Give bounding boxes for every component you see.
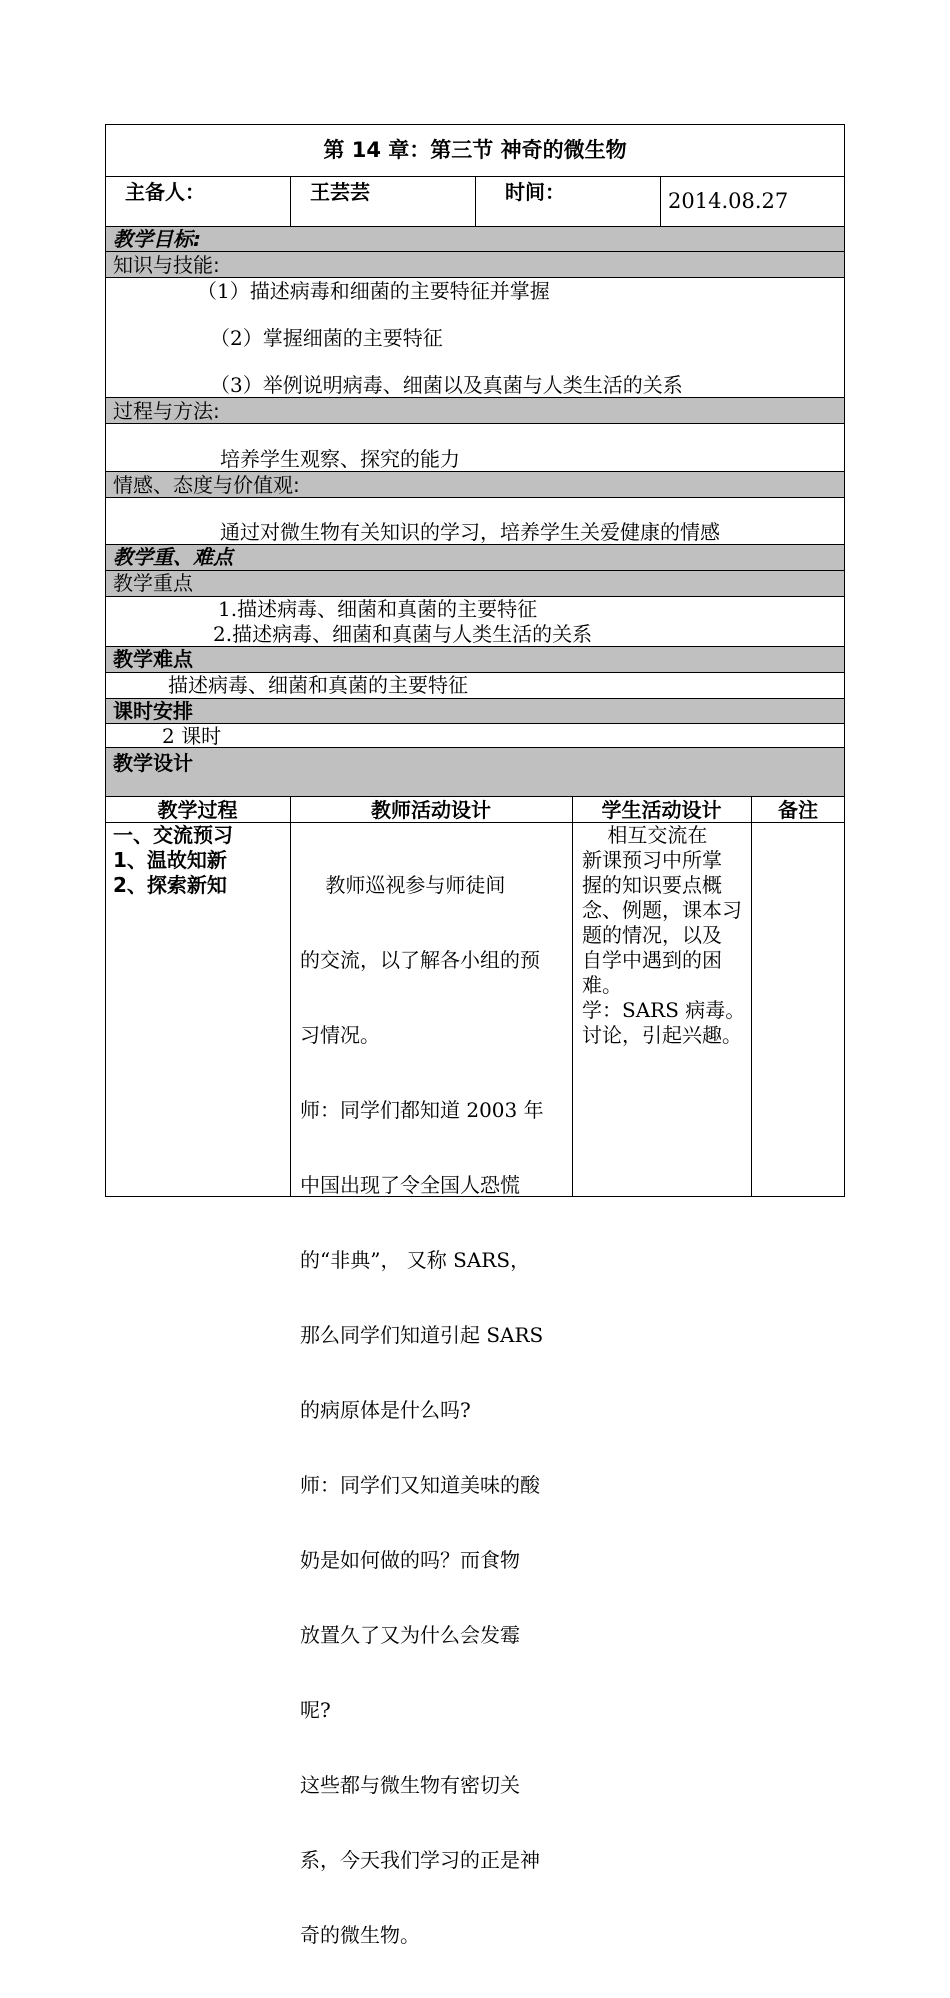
schedule-label-band [105, 698, 845, 723]
key-label: 教学重点 [113, 571, 193, 595]
attitude-text: 通过对微生物有关知识的学习，培养学生关爱健康的情感 [220, 520, 720, 544]
teacher-line: 教师巡视参与师徒间 [300, 873, 506, 897]
time-value: 2014.08.27 [668, 189, 789, 213]
col-header-teacher: 教师活动设计 [371, 798, 491, 822]
teacher-line: 放置久了又为什么会发霉 [300, 1623, 520, 1647]
col-header-process: 教学过程 [157, 798, 238, 822]
design-label-band [105, 747, 845, 796]
knowledge-label: 知识与技能: [113, 253, 220, 277]
student-activity-cell [582, 823, 745, 1048]
key-item-1: 1.描述病毒、细菌和真菌的主要特征 [218, 597, 538, 621]
attitude-label: 情感、态度与价值观: [113, 473, 300, 497]
time-label: 时间： [505, 180, 565, 204]
schedule-text: 2 课时 [162, 724, 222, 748]
difficult-label-band [105, 646, 845, 672]
student-line: 新课预习中所掌 [582, 848, 722, 872]
student-line: 题的情况，以及 [582, 923, 722, 947]
teacher-line: 的“非典”， 又称 SARS， [300, 1248, 531, 1272]
student-line: 学：SARS 病毒。 [582, 998, 746, 1022]
teacher-line: 这些都与微生物有密切关 [300, 1773, 520, 1797]
teacher-line: 那么同学们知道引起 SARS [300, 1323, 544, 1347]
teacher-line: 习情况。 [300, 1023, 380, 1047]
teacher-line: 中国出现了令全国人恐慌 [300, 1173, 520, 1197]
teacher-line: 的病原体是什么吗? [300, 1398, 471, 1422]
knowledge-item-2: （2）掌握细菌的主要特征 [210, 326, 443, 350]
teacher-activity-cell [300, 823, 544, 1998]
teacher-line: 的交流，以了解各小组的预 [300, 948, 540, 972]
knowledge-item-1: （1）描述病毒和细菌的主要特征并掌握 [197, 279, 550, 303]
preparer-label: 主备人： [125, 180, 205, 204]
process-text: 培养学生观察、探究的能力 [220, 447, 460, 471]
key-label-band [105, 570, 845, 596]
teacher-line: 奶是如何做的吗？而食物 [300, 1548, 520, 1572]
process-line: 2、探索新知 [113, 873, 227, 897]
difficult-text: 描述病毒、细菌和真菌的主要特征 [168, 673, 468, 697]
objectives-heading-band [105, 226, 845, 251]
teacher-line: 奇的微生物。 [300, 1923, 420, 1947]
preparer-name: 王芸芸 [310, 180, 370, 204]
schedule-label: 课时安排 [113, 699, 193, 723]
teacher-line: 呢? [300, 1698, 331, 1722]
teacher-line: 系，今天我们学习的正是神 [300, 1848, 540, 1872]
key-item-2: 2.描述病毒、细菌和真菌与人类生活的关系 [213, 622, 593, 646]
process-line: 1、温故知新 [113, 848, 227, 872]
teacher-line: 师：同学们都知道 2003 年 [300, 1098, 544, 1122]
knowledge-item-3: （3）举例说明病毒、细菌以及真菌与人类生活的关系 [210, 373, 683, 397]
objectives-heading: 教学目标: [113, 227, 201, 251]
student-line: 讨论，引起兴趣。 [582, 1023, 742, 1047]
student-line: 自学中遇到的困 [582, 948, 722, 972]
design-label: 教学设计 [113, 751, 193, 775]
page-title: 第 14 章：第三节 神奇的微生物 [323, 138, 627, 162]
teacher-line: 师：同学们又知道美味的酸 [300, 1473, 540, 1497]
difficult-label: 教学难点 [113, 647, 193, 671]
process-label: 过程与方法: [113, 399, 220, 423]
col-header-notes: 备注 [778, 798, 818, 822]
process-line: 一、交流预习 [113, 823, 233, 847]
process-cell [113, 823, 233, 898]
student-line: 握的知识要点概 [582, 873, 722, 897]
key-difficult-heading: 教学重、难点 [113, 545, 233, 569]
student-line: 念、例题，课本习 [582, 898, 742, 922]
col-header-student: 学生活动设计 [601, 798, 722, 822]
student-line: 相互交流在 [582, 823, 708, 847]
student-line: 难。 [582, 973, 622, 997]
